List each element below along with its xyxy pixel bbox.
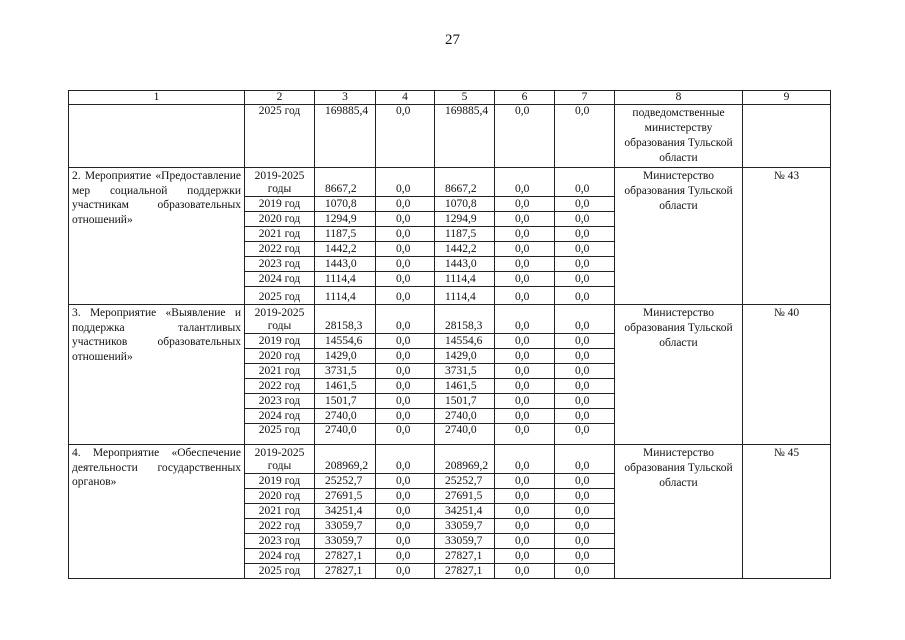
reference-cell: № 40: [743, 305, 831, 445]
value-cell: 27827,1: [435, 564, 495, 579]
executor-cell: подведомственные министерству образования Тульской области: [615, 105, 743, 168]
value-cell: 0,0: [555, 197, 615, 212]
value-cell: 0,0: [495, 504, 555, 519]
header-cell: 3: [315, 91, 376, 105]
header-row: [69, 91, 831, 105]
value-cell: 0,0: [376, 364, 435, 379]
value-cell: 8667,2: [435, 168, 495, 197]
value-cell: 1114,4: [315, 272, 376, 287]
value-cell: 0,0: [495, 305, 555, 334]
value-cell: 27691,5: [435, 489, 495, 504]
value-cell: 0,0: [555, 349, 615, 364]
header-cell: 4: [376, 91, 435, 105]
reference-cell: № 45: [743, 445, 831, 579]
value-cell: 1070,8: [315, 197, 376, 212]
value-cell: 0,0: [376, 349, 435, 364]
value-cell: 1070,8: [435, 197, 495, 212]
value-cell: 14554,6: [315, 334, 376, 349]
value-cell: 1114,4: [315, 287, 376, 305]
year-cell: 2022 год: [245, 242, 315, 257]
year-cell: 2019 год: [245, 197, 315, 212]
year-cell: 2019 год: [245, 334, 315, 349]
table-row: [69, 105, 831, 168]
measure-name: 2. Мероприятие «Предоставление мер социальной поддержки участникам образовательных отношений»: [69, 168, 245, 305]
value-cell: 3731,5: [315, 364, 376, 379]
value-cell: 0,0: [555, 334, 615, 349]
value-cell: 0,0: [555, 379, 615, 394]
value-cell: 0,0: [555, 534, 615, 549]
value-cell: 0,0: [495, 549, 555, 564]
value-cell: 208969,2: [435, 445, 495, 474]
table-row: [69, 445, 831, 474]
value-cell: 0,0: [555, 257, 615, 272]
value-cell: 0,0: [495, 445, 555, 474]
executor-cell: Министерство образования Тульской области: [615, 445, 743, 579]
empty-cell: [743, 105, 831, 168]
executor-cell: Министерство образования Тульской области: [615, 168, 743, 305]
value-cell: 0,0: [495, 257, 555, 272]
value-cell: 1442,2: [435, 242, 495, 257]
value-cell: 0,0: [376, 242, 435, 257]
value-cell: 14554,6: [435, 334, 495, 349]
year-cell: 2024 год: [245, 409, 315, 424]
value-cell: 28158,3: [435, 305, 495, 334]
year-cell: 2024 год: [245, 272, 315, 287]
year-cell: 2020 год: [245, 212, 315, 227]
page-number: 27: [445, 32, 460, 48]
value-cell: 27827,1: [435, 549, 495, 564]
value-cell: 0,0: [555, 287, 615, 305]
year-cell: 2021 год: [245, 364, 315, 379]
value-cell: 169885,4: [435, 105, 495, 168]
value-cell: 0,0: [495, 534, 555, 549]
value-cell: 0,0: [495, 564, 555, 579]
value-cell: 25252,7: [315, 474, 376, 489]
year-cell: 2025 год: [245, 564, 315, 579]
value-cell: 33059,7: [435, 534, 495, 549]
value-cell: 0,0: [495, 227, 555, 242]
value-cell: 1442,2: [315, 242, 376, 257]
value-cell: 0,0: [555, 227, 615, 242]
year-cell: 2022 год: [245, 519, 315, 534]
header-cell: 1: [69, 91, 245, 105]
value-cell: 34251,4: [435, 504, 495, 519]
value-cell: 0,0: [555, 212, 615, 227]
value-cell: 0,0: [376, 334, 435, 349]
year-cell: 2019-2025 годы: [245, 168, 315, 197]
value-cell: 0,0: [376, 379, 435, 394]
value-cell: 0,0: [555, 504, 615, 519]
value-cell: 0,0: [555, 549, 615, 564]
value-cell: 0,0: [376, 105, 435, 168]
value-cell: 0,0: [376, 424, 435, 445]
value-cell: 3731,5: [435, 364, 495, 379]
value-cell: 0,0: [555, 445, 615, 474]
header-cell: 7: [555, 91, 615, 105]
year-cell: 2024 год: [245, 549, 315, 564]
value-cell: 0,0: [495, 474, 555, 489]
value-cell: 1114,4: [435, 287, 495, 305]
year-cell: 2019-2025 годы: [245, 445, 315, 474]
year-cell: 2022 год: [245, 379, 315, 394]
value-cell: 0,0: [495, 212, 555, 227]
value-cell: 0,0: [495, 519, 555, 534]
value-cell: 0,0: [376, 197, 435, 212]
value-cell: 0,0: [495, 379, 555, 394]
value-cell: 0,0: [495, 105, 555, 168]
value-cell: 0,0: [376, 519, 435, 534]
value-cell: 0,0: [555, 168, 615, 197]
value-cell: 0,0: [376, 445, 435, 474]
value-cell: 0,0: [555, 474, 615, 489]
value-cell: 0,0: [376, 212, 435, 227]
value-cell: 0,0: [376, 305, 435, 334]
value-cell: 28158,3: [315, 305, 376, 334]
value-cell: 2740,0: [435, 424, 495, 445]
value-cell: 169885,4: [315, 105, 376, 168]
value-cell: 0,0: [555, 519, 615, 534]
value-cell: 0,0: [555, 424, 615, 445]
value-cell: 0,0: [555, 242, 615, 257]
year-cell: 2020 год: [245, 349, 315, 364]
year-cell: 2023 год: [245, 534, 315, 549]
value-cell: 0,0: [495, 424, 555, 445]
table-row: [69, 305, 831, 334]
value-cell: 0,0: [495, 489, 555, 504]
value-cell: 0,0: [495, 409, 555, 424]
header-cell: 2: [245, 91, 315, 105]
value-cell: 0,0: [376, 168, 435, 197]
value-cell: 208969,2: [315, 445, 376, 474]
value-cell: 27827,1: [315, 564, 376, 579]
year-cell: 2025 год: [245, 287, 315, 305]
year-cell: 2025 год: [245, 424, 315, 445]
value-cell: 0,0: [555, 105, 615, 168]
value-cell: 0,0: [376, 489, 435, 504]
value-cell: 0,0: [376, 564, 435, 579]
year-cell: 2020 год: [245, 489, 315, 504]
value-cell: 0,0: [555, 364, 615, 379]
value-cell: 1114,4: [435, 272, 495, 287]
executor-cell: Министерство образования Тульской области: [615, 305, 743, 445]
reference-cell: № 43: [743, 168, 831, 305]
measure-name: 3. Мероприятие «Выявление и поддержка талантливых участников образовательных отношений»: [69, 305, 245, 445]
value-cell: 1461,5: [435, 379, 495, 394]
value-cell: 1294,9: [315, 212, 376, 227]
value-cell: 0,0: [495, 242, 555, 257]
value-cell: 2740,0: [315, 409, 376, 424]
value-cell: 27691,5: [315, 489, 376, 504]
program-table: [68, 90, 831, 579]
value-cell: 0,0: [376, 394, 435, 409]
value-cell: 1501,7: [315, 394, 376, 409]
year-cell: 2021 год: [245, 227, 315, 242]
value-cell: 1294,9: [435, 212, 495, 227]
value-cell: 0,0: [495, 364, 555, 379]
value-cell: 33059,7: [315, 519, 376, 534]
value-cell: 1429,0: [435, 349, 495, 364]
value-cell: 0,0: [495, 168, 555, 197]
value-cell: 0,0: [495, 287, 555, 305]
value-cell: 1187,5: [315, 227, 376, 242]
value-cell: 0,0: [495, 334, 555, 349]
year-cell: 2023 год: [245, 394, 315, 409]
value-cell: 33059,7: [315, 534, 376, 549]
value-cell: 1429,0: [315, 349, 376, 364]
value-cell: 33059,7: [435, 519, 495, 534]
value-cell: 1461,5: [315, 379, 376, 394]
value-cell: 27827,1: [315, 549, 376, 564]
header-cell: 9: [743, 91, 831, 105]
value-cell: 0,0: [376, 272, 435, 287]
value-cell: 0,0: [555, 272, 615, 287]
value-cell: 1187,5: [435, 227, 495, 242]
value-cell: 0,0: [376, 504, 435, 519]
value-cell: 0,0: [555, 305, 615, 334]
table-row: [69, 168, 831, 197]
value-cell: 2740,0: [435, 409, 495, 424]
value-cell: 0,0: [495, 349, 555, 364]
value-cell: 25252,7: [435, 474, 495, 489]
value-cell: 0,0: [495, 394, 555, 409]
value-cell: 0,0: [555, 409, 615, 424]
year-cell: 2025 год: [245, 105, 315, 168]
value-cell: 0,0: [376, 474, 435, 489]
value-cell: 0,0: [376, 534, 435, 549]
value-cell: 0,0: [555, 394, 615, 409]
value-cell: 0,0: [376, 549, 435, 564]
value-cell: 0,0: [376, 227, 435, 242]
measure-name: 4. Мероприятие «Обеспечение деятельности государственных органов»: [69, 445, 245, 579]
value-cell: 2740,0: [315, 424, 376, 445]
value-cell: 1443,0: [435, 257, 495, 272]
year-cell: 2023 год: [245, 257, 315, 272]
value-cell: 0,0: [376, 409, 435, 424]
value-cell: 8667,2: [315, 168, 376, 197]
value-cell: 0,0: [495, 197, 555, 212]
year-cell: 2019 год: [245, 474, 315, 489]
value-cell: 34251,4: [315, 504, 376, 519]
year-cell: 2019-2025 годы: [245, 305, 315, 334]
header-cell: 8: [615, 91, 743, 105]
value-cell: 0,0: [495, 272, 555, 287]
value-cell: 0,0: [555, 489, 615, 504]
value-cell: 1443,0: [315, 257, 376, 272]
value-cell: 1501,7: [435, 394, 495, 409]
value-cell: 0,0: [555, 564, 615, 579]
empty-cell: [69, 105, 245, 168]
value-cell: 0,0: [376, 287, 435, 305]
value-cell: 0,0: [376, 257, 435, 272]
year-cell: 2021 год: [245, 504, 315, 519]
header-cell: 5: [435, 91, 495, 105]
header-cell: 6: [495, 91, 555, 105]
